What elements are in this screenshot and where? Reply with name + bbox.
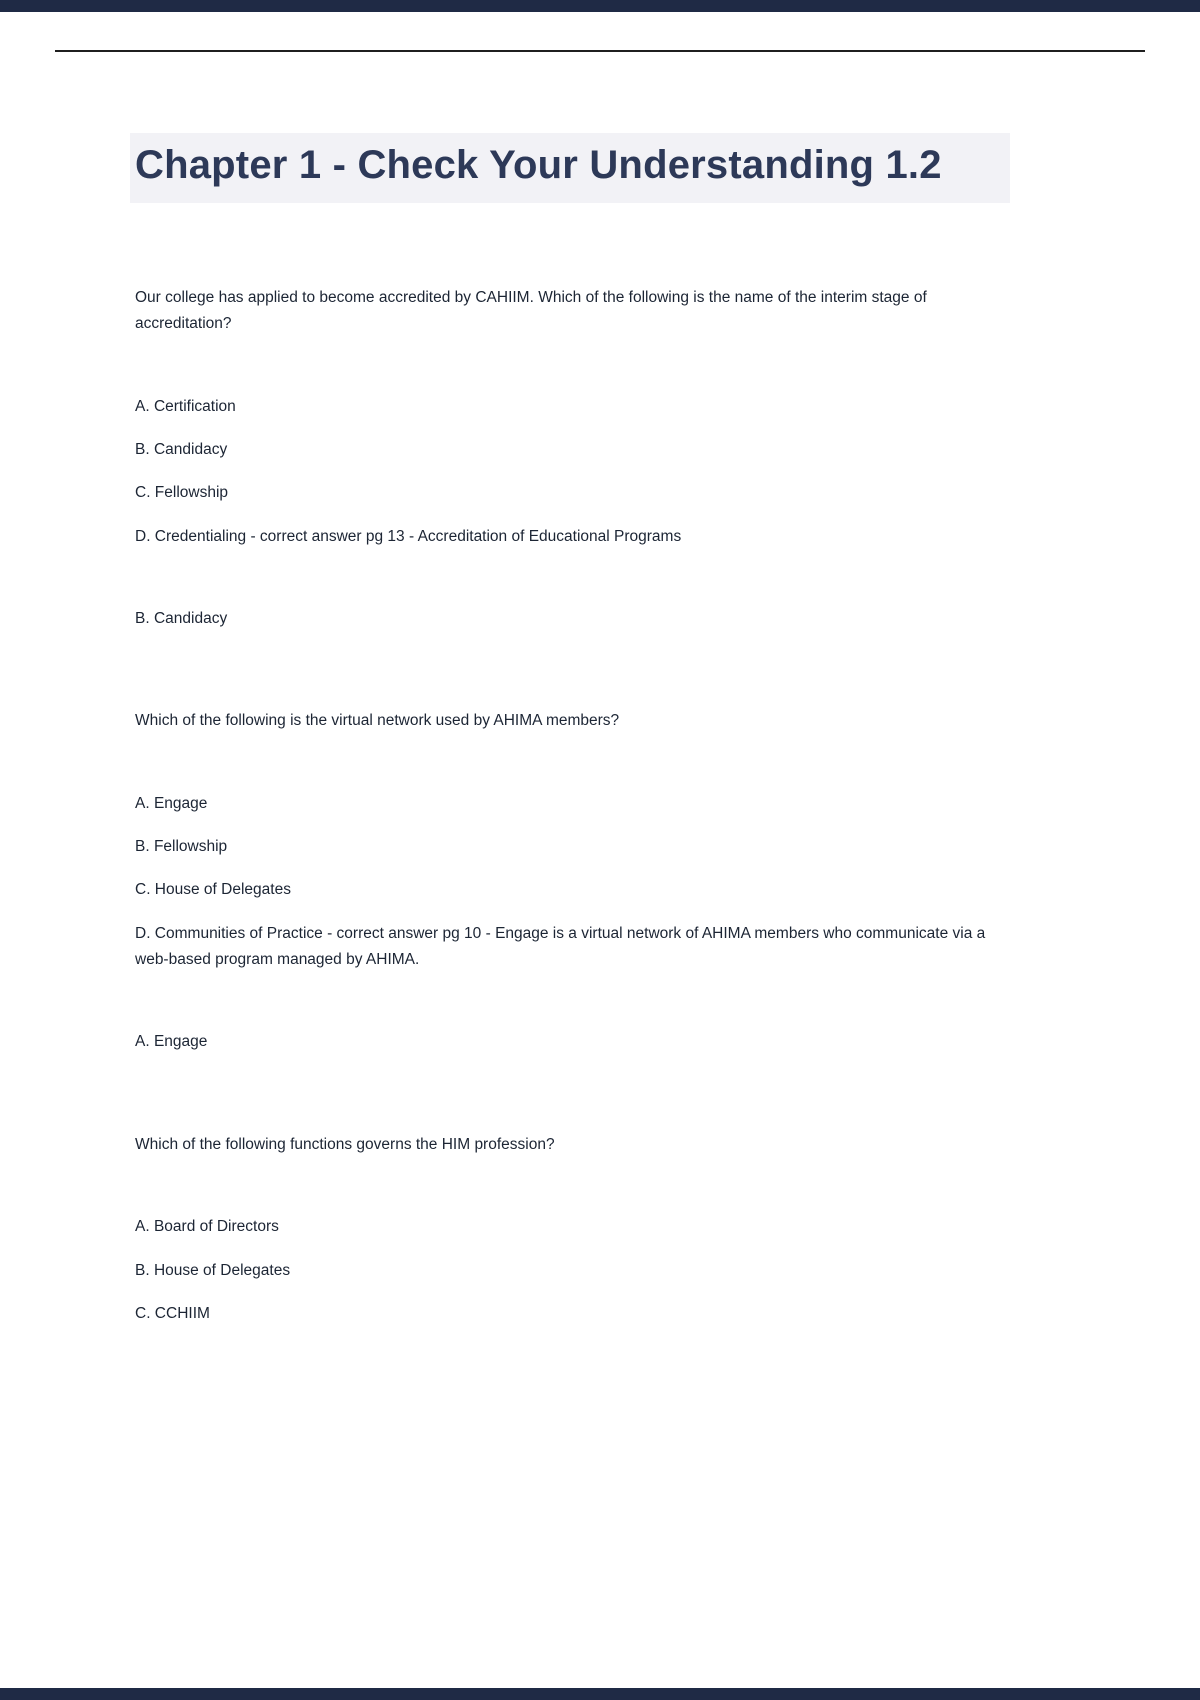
question-block-2 bbox=[135, 708, 1005, 1055]
page-title: Chapter 1 - Check Your Understanding 1.2 bbox=[130, 133, 1010, 203]
answer-text: A. Engage bbox=[135, 1033, 208, 1051]
option-item: D. Credentialing - correct answer pg 13 - Accreditation of Educational Programs bbox=[135, 527, 682, 545]
option-item: A. Certification bbox=[135, 397, 236, 415]
option-item: A. Board of Directors bbox=[135, 1218, 279, 1236]
question-block-3 bbox=[135, 1132, 1005, 1327]
option-item: C. CCHIIM bbox=[135, 1304, 210, 1322]
option-item: B. House of Delegates bbox=[135, 1261, 291, 1279]
option-item: B. Fellowship bbox=[135, 838, 228, 856]
document-content bbox=[135, 203, 1005, 1327]
bottom-edge-bar bbox=[0, 1688, 1200, 1700]
question-block-1 bbox=[135, 285, 1005, 632]
option-item: C. House of Delegates bbox=[135, 881, 291, 899]
question-text: Which of the following is the virtual network used by AHIMA members? bbox=[135, 712, 620, 730]
question-text: Which of the following functions governs the HIM profession? bbox=[135, 1135, 555, 1153]
option-item: A. Engage bbox=[135, 794, 208, 812]
option-item: C. Fellowship bbox=[135, 484, 229, 502]
question-text: Our college has applied to become accredited by CAHIIM. Which of the following is the name of the interim stage of accreditation? bbox=[135, 289, 927, 333]
header-divider bbox=[55, 50, 1145, 52]
option-item: B. Candidacy bbox=[135, 441, 228, 459]
answer-text: B. Candidacy bbox=[135, 610, 228, 628]
top-edge-bar bbox=[0, 0, 1200, 12]
option-item: D. Communities of Practice - correct answer pg 10 - Engage is a virtual network of AHIMA members who communicate via a web-based program managed by AHIMA. bbox=[135, 924, 986, 969]
